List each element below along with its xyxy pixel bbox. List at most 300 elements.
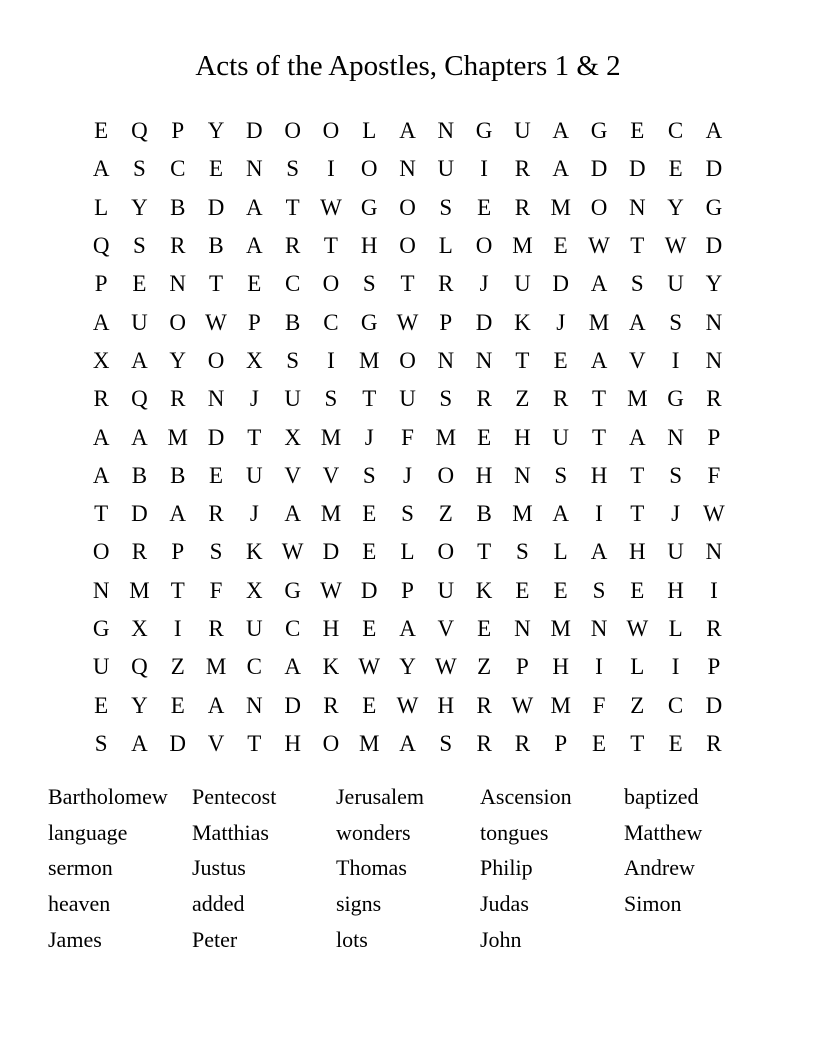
grid-letter: R (284, 233, 301, 259)
grid-letter: H (437, 692, 455, 718)
grid-letter: P (171, 539, 185, 565)
grid-letter: B (284, 309, 301, 335)
grid-letter: X (131, 616, 148, 641)
grid-letter: H (284, 730, 301, 756)
grid-letter: G (590, 118, 608, 144)
grid-letter: D (131, 501, 148, 527)
grid-letter: K (475, 577, 493, 603)
grid-letter: R (706, 386, 722, 412)
grid-letter: I (480, 156, 488, 182)
grid-letter: W (626, 616, 649, 641)
grid-letter: H (590, 462, 608, 488)
grid-letter: S (94, 730, 108, 756)
grid-letter: C (170, 156, 186, 182)
grid-letter: T (630, 501, 645, 527)
word-bank-word: Ascension (480, 784, 572, 809)
grid-letter: O (399, 194, 416, 220)
grid-row (82, 265, 733, 303)
grid-letter: S (286, 347, 300, 373)
grid-row (82, 227, 733, 265)
grid-letter: L (94, 194, 109, 220)
grid-letter: N (92, 577, 110, 603)
grid-row (82, 457, 733, 495)
grid-letter: R (93, 386, 109, 412)
grid-letter: D (475, 309, 493, 335)
grid-letter: Y (131, 194, 148, 220)
grid-letter: O (284, 118, 301, 144)
grid-letter: U (552, 424, 570, 450)
grid-letter: B (476, 501, 492, 527)
grid-letter: E (247, 271, 262, 297)
grid-letter: S (516, 539, 529, 565)
grid-row (82, 610, 733, 648)
grid-letter: A (399, 616, 416, 641)
grid-letter: A (628, 424, 646, 450)
grid-letter: W (703, 501, 725, 527)
grid-letter: I (327, 347, 335, 373)
grid-letter: T (400, 271, 415, 297)
grid-letter: M (512, 233, 533, 259)
grid-letter: O (399, 233, 416, 259)
grid-letter: Q (131, 118, 148, 144)
grid-letter: R (514, 730, 531, 756)
grid-letter: K (514, 309, 531, 335)
grid-letter: N (246, 692, 263, 718)
grid-letter: E (630, 118, 645, 144)
grid-letter: T (247, 730, 262, 756)
grid-letter: D (705, 156, 723, 182)
grid-letter: O (360, 156, 378, 182)
grid-letter: U (131, 309, 148, 335)
grid-letter: S (630, 271, 644, 297)
grid-letter: M (359, 730, 380, 756)
word-bank-column (192, 779, 336, 958)
word-bank-word: lots (336, 926, 368, 952)
grid-letter: M (320, 424, 342, 450)
grid-letter: N (628, 194, 646, 220)
grid-letter: R (514, 156, 531, 182)
grid-letter: A (169, 501, 187, 527)
grid-letter: R (438, 271, 454, 297)
grid-letter: O (322, 730, 340, 756)
grid-row (82, 686, 733, 724)
grid-letter: Q (131, 386, 148, 412)
word-bank-word: Matthias (192, 819, 269, 845)
grid-letter: A (590, 539, 608, 565)
grid-row (82, 303, 733, 341)
page-title: Acts of the Apostles, Chapters 1 & 2 (195, 50, 621, 82)
grid-letter: L (400, 539, 415, 565)
grid-letter: D (628, 156, 646, 182)
grid-letter: U (437, 156, 455, 182)
grid-letter: U (246, 462, 263, 488)
grid-letter: E (668, 730, 683, 756)
grid-letter: Y (399, 654, 416, 680)
grid-letter: N (399, 156, 416, 182)
grid-letter: E (477, 424, 492, 450)
grid-letter: M (550, 194, 571, 220)
grid-letter: A (590, 271, 608, 297)
grid-letter: R (170, 233, 186, 259)
grid-letter: I (671, 654, 680, 680)
grid-letter: R (706, 616, 722, 641)
grid-letter: E (132, 271, 147, 297)
grid-letter: A (590, 347, 608, 373)
grid-letter: V (284, 462, 301, 488)
grid-letter: D (590, 156, 608, 182)
grid-letter: D (360, 577, 378, 603)
grid-letter: T (591, 424, 607, 450)
grid-letter: N (705, 539, 723, 565)
grid-letter: F (209, 577, 223, 603)
grid-letter: Y (131, 692, 148, 718)
grid-letter: L (553, 539, 568, 565)
grid-letter: A (552, 118, 570, 144)
grid-letter: I (671, 347, 680, 373)
grid-letter: R (476, 386, 492, 412)
grid-letter: G (360, 309, 378, 335)
grid-letter: S (669, 462, 682, 488)
word-bank-word: Pentecost (192, 784, 277, 809)
word-bank-column (336, 779, 480, 958)
grid-letter: G (705, 194, 723, 220)
grid-letter: B (208, 233, 224, 259)
grid-letter: I (327, 156, 335, 182)
grid-letter: O (437, 539, 455, 565)
grid-letter: B (131, 462, 148, 488)
grid-letter: T (94, 501, 109, 527)
grid-letter: A (207, 692, 225, 718)
grid-letter: T (170, 577, 185, 603)
grid-letter: A (552, 156, 570, 182)
grid-letter: W (511, 692, 534, 718)
grid-letter: O (322, 118, 340, 144)
grid-letter: A (284, 501, 301, 527)
grid-letter: O (207, 347, 225, 373)
grid-row (82, 189, 733, 227)
grid-letter: E (209, 156, 224, 182)
grid-letter: N (169, 271, 187, 297)
grid-letter: M (588, 309, 610, 335)
word-bank-word: wonders (336, 819, 411, 845)
grid-letter: H (360, 233, 378, 259)
grid-letter: S (209, 539, 223, 565)
grid-letter: U (514, 271, 531, 297)
grid-letter: E (94, 118, 109, 144)
grid-letter: R (131, 539, 148, 565)
grid-letter: A (92, 309, 110, 335)
grid-letter: P (707, 424, 721, 450)
grid-letter: T (630, 730, 645, 756)
grid-letter: F (401, 424, 414, 450)
grid-letter: R (208, 501, 224, 527)
grid-letter: L (362, 118, 377, 144)
word-bank-word: baptized (624, 784, 699, 809)
grid-letter: M (550, 692, 571, 718)
grid-letter: N (705, 309, 723, 335)
grid-letter: Y (207, 118, 225, 144)
grid-letter: S (592, 577, 606, 603)
grid-letter: H (514, 424, 531, 450)
word-bank-word: Justus (192, 855, 246, 881)
grid-letter: S (362, 271, 376, 297)
grid-letter: R (476, 692, 492, 718)
grid-letter: L (668, 616, 683, 641)
grid-letter: C (284, 271, 301, 297)
grid-letter: P (247, 309, 261, 335)
grid-letter: W (205, 309, 227, 335)
grid-letter: G (667, 386, 684, 412)
grid-letter: I (595, 501, 603, 527)
grid-letter: F (707, 462, 721, 488)
grid-row (82, 150, 733, 188)
grid-letter: R (514, 194, 531, 220)
grid-letter: E (209, 462, 224, 488)
grid-letter: B (170, 194, 186, 220)
grid-letter: E (362, 501, 377, 527)
grid-letter: O (322, 271, 340, 297)
grid-letter: A (92, 462, 110, 488)
grid-letter: J (249, 501, 259, 527)
word-bank-column (624, 779, 768, 958)
grid-letter: S (362, 462, 376, 488)
grid-letter: D (705, 233, 723, 259)
grid-letter: H (322, 616, 340, 641)
grid-letter: A (628, 309, 646, 335)
grid-letter: E (553, 577, 568, 603)
grid-letter: V (628, 347, 646, 373)
grid-letter: P (94, 271, 108, 297)
grid-letter: C (667, 692, 684, 718)
grid-letter: M (129, 577, 150, 603)
grid-letter: J (403, 462, 412, 488)
grid-letter: K (246, 539, 263, 565)
word-bank-word: James (48, 926, 102, 952)
grid-letter: B (170, 462, 186, 488)
grid-letter: E (553, 347, 568, 373)
grid-letter: M (435, 424, 457, 450)
word-bank-word: Bartholomew (48, 784, 168, 809)
grid-letter: N (437, 347, 455, 373)
grid-letter: W (588, 233, 610, 259)
grid-row (82, 495, 733, 533)
grid-letter: T (247, 424, 262, 450)
word-bank-word: Jerusalem (336, 784, 424, 809)
word-bank-word: Thomas (336, 855, 407, 881)
grid-row (82, 342, 733, 380)
grid-letter: R (706, 730, 722, 756)
grid-letter: V (437, 616, 455, 641)
grid-letter: N (514, 462, 531, 488)
grid-letter: D (207, 194, 225, 220)
grid-letter: G (92, 616, 110, 641)
grid-letter: P (516, 654, 529, 680)
grid-letter: A (92, 424, 110, 450)
word-bank (48, 779, 768, 958)
grid-letter: D (169, 730, 187, 756)
grid-letter: J (364, 424, 374, 450)
grid-letter: W (281, 539, 304, 565)
grid-letter: E (630, 577, 645, 603)
grid-letter: R (476, 730, 492, 756)
grid-letter: T (630, 233, 645, 259)
grid-letter: J (556, 309, 566, 335)
grid-letter: A (92, 156, 110, 182)
grid-letter: M (167, 424, 188, 450)
grid-row (82, 533, 733, 571)
grid-letter: T (477, 539, 492, 565)
grid-letter: J (671, 501, 681, 527)
grid-letter: C (323, 309, 339, 335)
grid-letter: S (324, 386, 338, 412)
grid-letter: K (322, 654, 340, 680)
grid-letter: A (246, 233, 263, 259)
grid-letter: E (94, 692, 109, 718)
grid-letter: I (710, 577, 718, 603)
grid-letter: T (323, 233, 338, 259)
grid-letter: M (359, 347, 380, 373)
word-bank-word: John (480, 926, 522, 952)
grid-letter: M (205, 654, 227, 680)
grid-letter: E (477, 194, 492, 220)
grid-letter: Z (170, 654, 185, 680)
grid-letter: N (246, 156, 263, 182)
grid-letter: Y (169, 347, 187, 373)
word-bank-word: tongues (480, 819, 549, 845)
grid-letter: E (515, 577, 530, 603)
grid-letter: D (284, 692, 301, 718)
grid-letter: Q (92, 233, 110, 259)
grid-letter: W (358, 654, 381, 680)
grid-letter: I (173, 616, 182, 641)
grid-letter: A (284, 654, 301, 680)
grid-letter: T (285, 194, 300, 220)
grid-letter: D (207, 424, 225, 450)
grid-letter: S (554, 462, 568, 488)
grid-letter: O (92, 539, 110, 565)
grid-letter: U (667, 539, 684, 565)
grid-letter: W (320, 194, 342, 220)
grid-letter: N (667, 424, 684, 450)
grid-letter: V (207, 730, 225, 756)
grid-letter: X (284, 424, 301, 450)
grid-letter: E (170, 692, 185, 718)
word-bank-word: Simon (624, 891, 682, 917)
grid-letter: A (131, 347, 148, 373)
grid-letter: S (439, 194, 453, 220)
grid-letter: R (170, 386, 186, 412)
grid-letter: S (133, 233, 146, 259)
grid-letter: F (592, 692, 606, 718)
grid-letter: E (362, 692, 377, 718)
grid-letter: A (399, 730, 416, 756)
grid-letter: A (552, 501, 570, 527)
grid-letter: E (362, 539, 377, 565)
grid-letter: S (133, 156, 146, 182)
grid-letter: P (439, 309, 453, 335)
grid-letter: G (475, 118, 493, 144)
grid-letter: G (284, 577, 301, 603)
grid-letter: J (479, 271, 489, 297)
grid-letter: H (667, 577, 684, 603)
grid-row (82, 648, 733, 686)
grid-letter: A (131, 730, 148, 756)
grid-letter: P (707, 654, 721, 680)
grid-letter: R (208, 616, 224, 641)
grid-letter: N (207, 386, 225, 412)
grid-letter: L (630, 654, 645, 680)
grid-letter: E (477, 616, 492, 641)
grid-letter: Z (630, 692, 645, 718)
grid-letter: O (169, 309, 187, 335)
grid-letter: E (362, 616, 377, 641)
grid-letter: A (246, 194, 263, 220)
grid-letter: G (360, 194, 378, 220)
grid-letter: T (630, 462, 645, 488)
grid-letter: M (627, 386, 648, 412)
word-bank-word: Peter (192, 926, 238, 952)
word-bank-word: sermon (48, 855, 113, 881)
grid-letter: D (705, 692, 723, 718)
grid-letter: M (512, 501, 533, 527)
grid-letter: W (664, 233, 687, 259)
grid-letter: P (554, 730, 568, 756)
letter-grid (82, 112, 733, 763)
grid-letter: Z (515, 386, 530, 412)
grid-letter: D (246, 118, 263, 144)
grid-letter: J (249, 386, 259, 412)
grid-letter: X (246, 347, 263, 373)
grid-letter: W (434, 654, 457, 680)
grid-letter: S (401, 501, 414, 527)
grid-letter: N (514, 616, 531, 641)
grid-letter: U (92, 654, 110, 680)
grid-letter: M (320, 501, 342, 527)
grid-letter: Z (477, 654, 492, 680)
grid-letter: O (437, 462, 455, 488)
grid-letter: N (437, 118, 455, 144)
grid-letter: H (475, 462, 493, 488)
grid-letter: Y (705, 271, 723, 297)
grid-letter: N (475, 347, 493, 373)
grid-letter: W (320, 577, 342, 603)
grid-letter: P (401, 577, 414, 603)
grid-letter: T (362, 386, 377, 412)
word-bank-word: heaven (48, 891, 111, 917)
word-bank-word: Andrew (624, 855, 695, 881)
grid-letter: Q (131, 654, 148, 680)
grid-letter: E (668, 156, 683, 182)
word-bank-word: Judas (480, 891, 529, 917)
grid-letter: T (591, 386, 607, 412)
word-bank-word: added (192, 891, 245, 917)
grid-row (82, 725, 733, 763)
grid-letter: U (284, 386, 301, 412)
grid-letter: V (322, 462, 340, 488)
grid-letter: E (553, 233, 568, 259)
grid-letter: S (439, 730, 453, 756)
grid-letter: U (667, 271, 684, 297)
grid-letter: W (396, 692, 419, 718)
grid-letter: U (514, 118, 531, 144)
grid-letter: A (705, 118, 723, 144)
word-bank-word: Philip (480, 855, 533, 881)
grid-letter: Z (438, 501, 453, 527)
word-bank-column (480, 779, 624, 958)
grid-letter: S (669, 309, 682, 335)
grid-letter: O (399, 347, 416, 373)
grid-letter: O (590, 194, 608, 220)
